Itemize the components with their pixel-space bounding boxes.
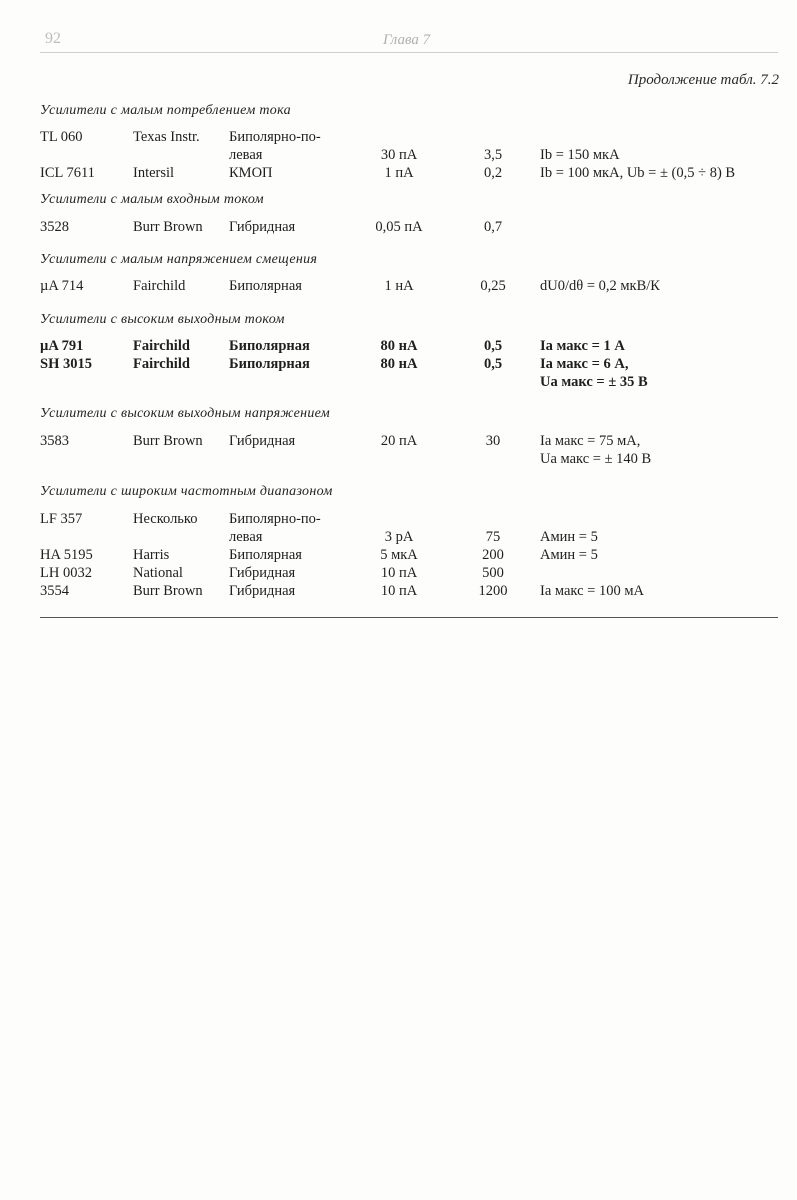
- manufacturer: Burr Brown: [133, 583, 203, 599]
- technology-type: Гибридная: [229, 433, 296, 449]
- manufacturer: Fairchild: [133, 278, 186, 294]
- part-name: 3583: [40, 433, 69, 449]
- section-title: Усилители с высоким выходным напряжением: [40, 406, 331, 421]
- table-row: [0, 564, 797, 582]
- input-current: 80 нА: [380, 356, 418, 372]
- part-name: µA 714: [40, 278, 84, 294]
- slew-rate: 0,25: [480, 278, 506, 294]
- input-current: 10 пА: [380, 565, 418, 581]
- table-row: [0, 146, 797, 164]
- section-title: Усилители с широким частотным диапазоном: [40, 484, 333, 499]
- manufacturer: Burr Brown: [133, 219, 203, 235]
- slew-rate: 0,5: [483, 356, 503, 372]
- technology-type: Гибридная: [229, 219, 296, 235]
- table-row: [0, 450, 797, 468]
- section-title: Усилители с малым напряжением смещения: [40, 252, 318, 267]
- input-current: 0,05 пА: [375, 219, 423, 235]
- part-name: 3528: [40, 219, 69, 235]
- technology-type: Биполярная: [229, 338, 310, 354]
- slew-rate: 0,5: [483, 338, 503, 354]
- table-row: [0, 164, 797, 182]
- slew-rate: 30: [485, 433, 501, 449]
- note: Iа макс = 1 А: [540, 338, 625, 354]
- part-name: 3554: [40, 583, 69, 599]
- input-current: 5 мкА: [380, 547, 418, 563]
- chapter-title: Глава 7: [383, 32, 431, 48]
- part-name: LF 357: [40, 511, 83, 527]
- note: Iа макс = 6 А,: [540, 356, 629, 372]
- table-row: [0, 277, 797, 295]
- table-row: [0, 373, 797, 391]
- header-rule: [40, 52, 778, 53]
- table-row: [0, 218, 797, 236]
- input-current: 20 пА: [380, 433, 418, 449]
- table-continuation-label: Продолжение табл. 7.2: [627, 72, 779, 88]
- technology-type: левая: [229, 529, 263, 545]
- technology-type: левая: [229, 147, 263, 163]
- part-name: TL 060: [40, 129, 83, 145]
- note: Aмин = 5: [540, 529, 598, 545]
- table-row: [0, 432, 797, 450]
- slew-rate: 0,7: [483, 219, 503, 235]
- part-name: µA 791: [40, 338, 84, 354]
- slew-rate: 75: [485, 529, 501, 545]
- part-name: ICL 7611: [40, 165, 95, 181]
- note: Uа макс = ± 140 В: [540, 451, 652, 467]
- manufacturer: Fairchild: [133, 338, 190, 354]
- table-row: [0, 528, 797, 546]
- section-title: Усилители с высоким выходным током: [40, 312, 285, 327]
- technology-type: Биполярная: [229, 356, 310, 372]
- input-current: 10 пА: [380, 583, 418, 599]
- note: Aмин = 5: [540, 547, 598, 563]
- table-row: [0, 546, 797, 564]
- input-current: 30 пА: [380, 147, 418, 163]
- technology-type: Биполярно-по-: [229, 511, 321, 527]
- technology-type: Биполярная: [229, 547, 302, 563]
- table-row: [0, 355, 797, 373]
- note: dU0/dθ = 0,2 мкВ/К: [540, 278, 660, 294]
- table-row: [0, 337, 797, 355]
- input-current: 1 пА: [384, 165, 414, 181]
- manufacturer: Burr Brown: [133, 433, 203, 449]
- manufacturer: Intersil: [133, 165, 175, 181]
- manufacturer: Fairchild: [133, 356, 190, 372]
- slew-rate: 500: [482, 565, 504, 581]
- input-current: 3 рА: [384, 529, 414, 545]
- note: Uа макс = ± 35 В: [540, 374, 648, 390]
- section-title: Усилители с малым входным током: [40, 192, 264, 207]
- part-name: LH 0032: [40, 565, 92, 581]
- section-title: Усилители с малым потреблением тока: [40, 103, 291, 118]
- slew-rate: 200: [482, 547, 504, 563]
- manufacturer: Harris: [133, 547, 170, 563]
- page-number: 92: [45, 30, 61, 47]
- part-name: SH 3015: [40, 356, 92, 372]
- table-row: [0, 510, 797, 528]
- input-current: 1 нА: [384, 278, 414, 294]
- manufacturer: Несколько: [133, 511, 198, 527]
- technology-type: Гибридная: [229, 583, 296, 599]
- manufacturer: National: [133, 565, 183, 581]
- technology-type: КМОП: [229, 165, 273, 181]
- note: Ib = 150 мкА: [540, 147, 620, 163]
- manufacturer: Texas Instr.: [133, 129, 200, 145]
- technology-type: Гибридная: [229, 565, 296, 581]
- technology-type: Биполярно-по-: [229, 129, 321, 145]
- slew-rate: 1200: [478, 583, 508, 599]
- part-name: HA 5195: [40, 547, 93, 563]
- slew-rate: 0,2: [483, 165, 503, 181]
- note: Iа макс = 75 мА,: [540, 433, 641, 449]
- table-row: [0, 128, 797, 146]
- note: Iа макс = 100 мА: [540, 583, 644, 599]
- slew-rate: 3,5: [483, 147, 503, 163]
- technology-type: Биполярная: [229, 278, 302, 294]
- note: Ib = 100 мкА, Ub = ± (0,5 ÷ 8) В: [540, 165, 736, 181]
- table-bottom-rule: [40, 617, 778, 618]
- table-row: [0, 582, 797, 600]
- input-current: 80 нА: [380, 338, 418, 354]
